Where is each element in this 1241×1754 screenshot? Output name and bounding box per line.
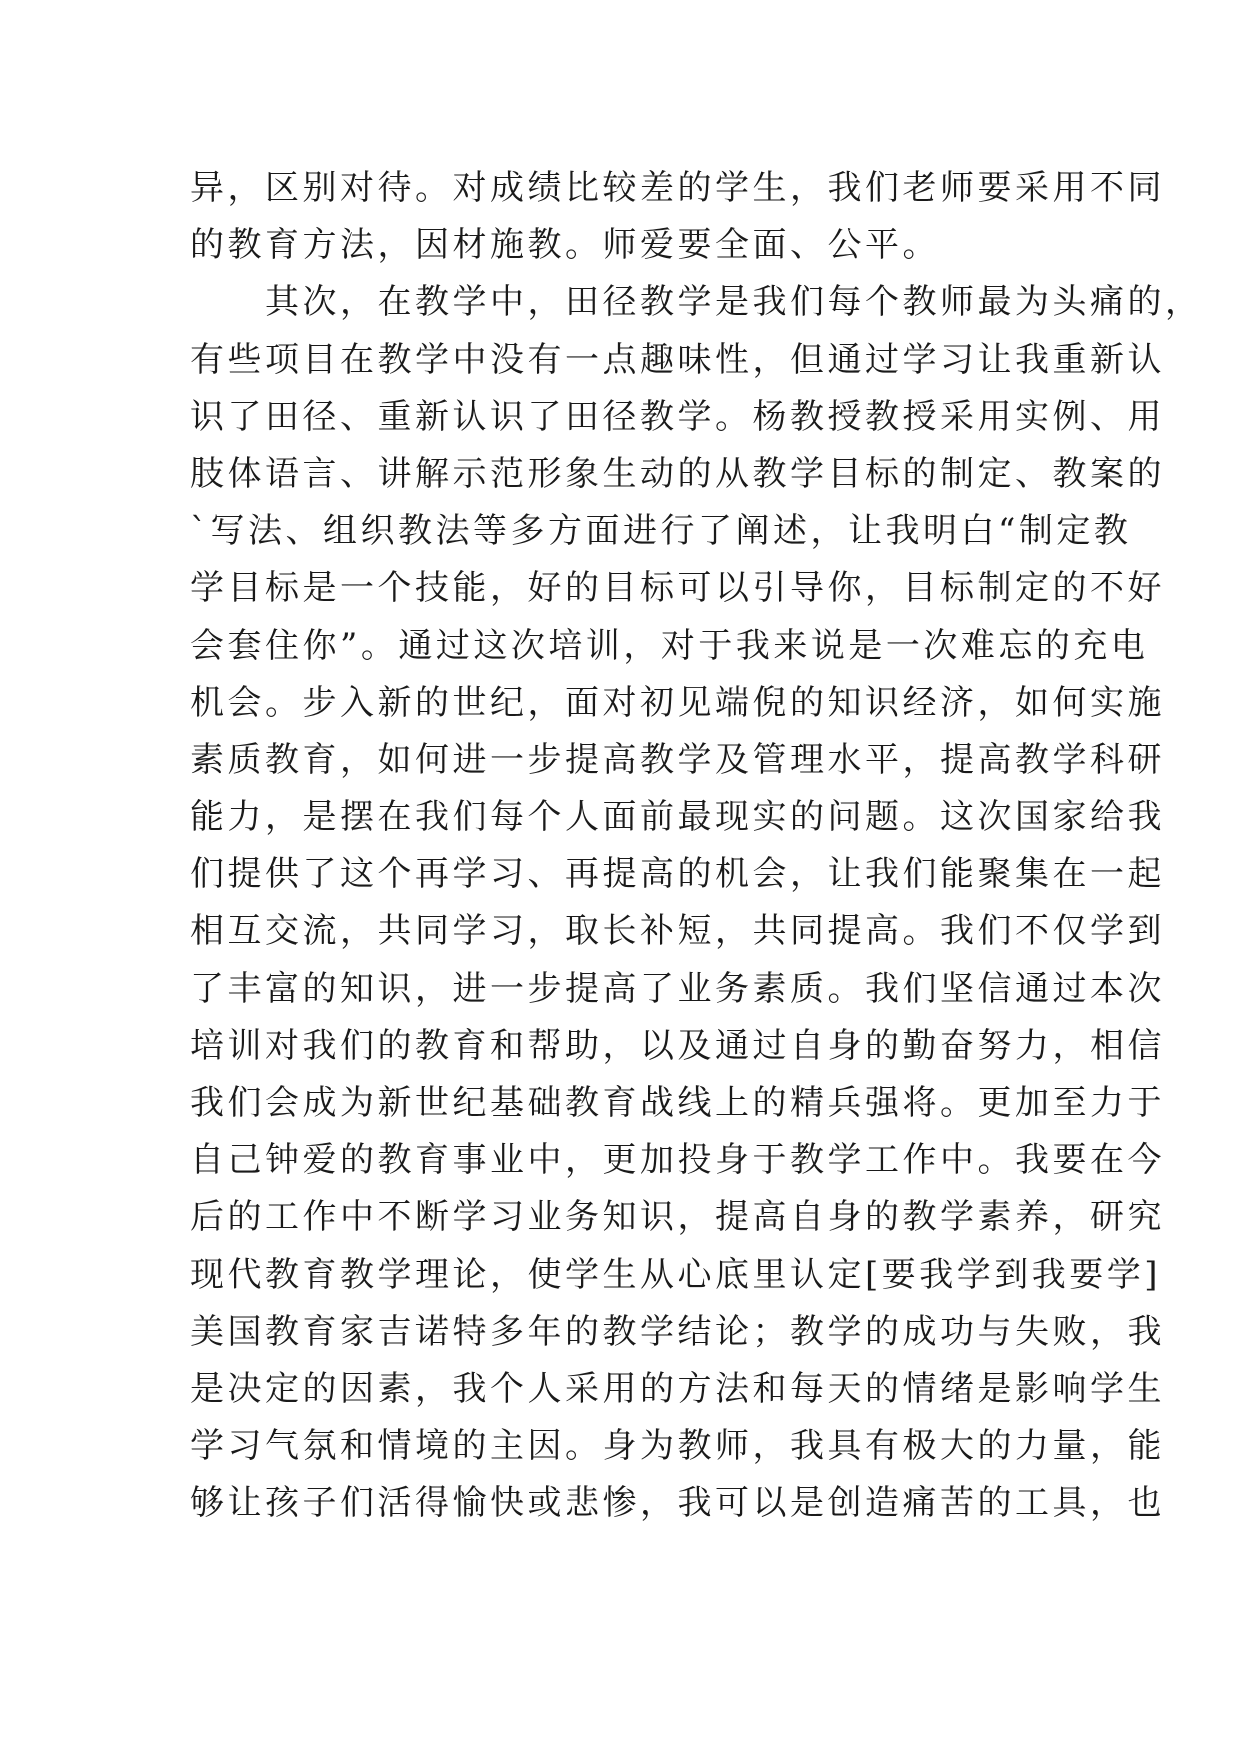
text-line: 了丰富的知识，进一步提高了业务素质。我们坚信通过本次 <box>190 968 1165 1009</box>
text-line: 肢体语言、讲解示范形象生动的从教学目标的制定、教案的 <box>190 453 1165 494</box>
text-line: 们提供了这个再学习、再提高的机会，让我们能聚集在一起 <box>190 854 1165 895</box>
text-line: 机会。步入新的世纪，面对初见端倪的知识经济，如何实施 <box>190 682 1165 723</box>
text-line: 培训对我们的教育和帮助，以及通过自身的勤奋努力，相信 <box>190 1025 1165 1066</box>
text-line: 是决定的因素，我个人采用的方法和每天的情绪是影响学生 <box>190 1368 1165 1409</box>
text-line: 异，区别对待。对成绩比较差的学生，我们老师要采用不同 <box>190 168 1165 208</box>
text-line: 相互交流，共同学习，取长补短，共同提高。我们不仅学到 <box>190 911 1165 952</box>
text-line: 有些项目在教学中没有一点趣味性，但通过学习让我重新认 <box>190 339 1165 380</box>
text-line: 会套住你”。通过这次培训，对于我来说是一次难忘的充电 <box>190 625 1149 666</box>
text-line: 我们会成为新世纪基础教育战线上的精兵强将。更加至力于 <box>190 1083 1165 1123</box>
text-line: 的教育方法，因材施教。师爱要全面、公平。 <box>190 225 940 266</box>
text-line: 美国教育家吉诺特多年的教学结论；教学的成功与失败，我 <box>190 1311 1165 1352</box>
text-line: 学习气氛和情境的主因。身为教师，我具有极大的力量，能 <box>190 1426 1165 1467</box>
text-line: 现代教育教学理论，使学生从心底里认定[要我学到我要学] <box>190 1254 1162 1295</box>
body-text <box>190 160 1203 1533</box>
text-line: 能力，是摆在我们每个人面前最现实的问题。这次国家给我 <box>190 797 1165 838</box>
text-line: `写法、组织教法等多方面进行了阐述，让我明白“制定教 <box>190 511 1132 552</box>
text-line: 其次，在教学中，田径教学是我们每个教师最为头痛的， <box>190 282 1203 323</box>
text-line: 学目标是一个技能，好的目标可以引导你，目标制定的不好 <box>190 568 1165 609</box>
text-line: 素质教育，如何进一步提高教学及管理水平，提高教学科研 <box>190 739 1165 780</box>
text-line: 自己钟爱的教育事业中，更加投身于教学工作中。我要在今 <box>190 1140 1165 1181</box>
text-line: 够让孩子们活得愉快或悲惨，我可以是创造痛苦的工具，也 <box>190 1483 1165 1524</box>
text-line: 后的工作中不断学习业务知识，提高自身的教学素养，研究 <box>190 1197 1165 1238</box>
text-line: 识了田径、重新认识了田径教学。杨教授教授采用实例、用 <box>190 396 1165 437</box>
